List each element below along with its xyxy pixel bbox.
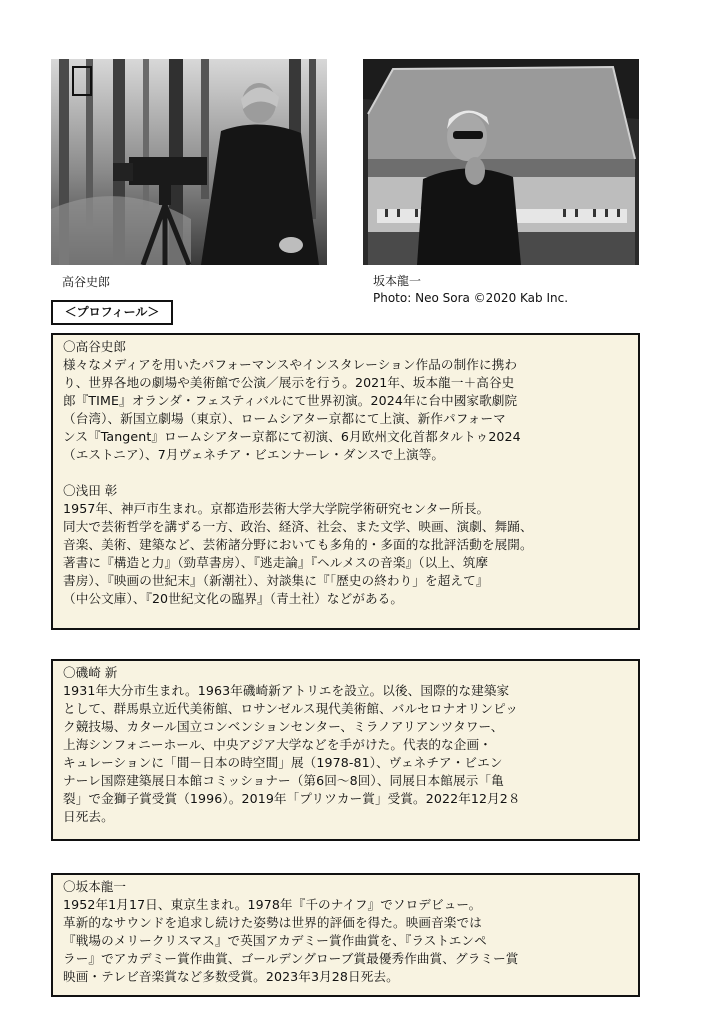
profile-line: キュレーションに「間－日本の時空間」展（1978-81）、ヴェネチア・ビエン xyxy=(63,755,503,770)
profile-line: ク競技場、カタール国立コンベンションセンター、ミラノアリアンツタワー、 xyxy=(63,719,504,734)
profile-line: り、世界各地の劇場や美術館で公演／展示を行う。2021年、坂本龍一＋高谷史 xyxy=(63,375,515,390)
profile-heading: ＜プロフィール＞ xyxy=(51,300,173,325)
profile-line: ンス『Tangent』ロームシアター京都にて初演、6月欧州文化首都タルトゥ2024 xyxy=(63,429,521,444)
profile-line: 日死去。 xyxy=(63,809,114,824)
profile-line: 裂」で金獅子賞受賞（1996）。2019年「プリツカー賞」受賞。2022年12月2８ xyxy=(63,791,521,806)
profile-box-2 xyxy=(51,659,640,841)
profile-box-3 xyxy=(51,873,640,997)
profile-name-takatani: 〇高谷史郎 xyxy=(63,339,126,354)
profile-line: 同大で芸術哲学を講ずる一方、政治、経済、社会、また文学、映画、演劇、舞踊、 xyxy=(63,519,533,534)
profile-line: 映画・テレビ音楽賞など多数受賞。2023年3月28日死去。 xyxy=(63,969,399,984)
caption-right xyxy=(373,273,568,307)
profile-line: 革新的なサウンドを追求し続けた姿勢は世界的評価を得た。映画音楽では xyxy=(63,915,482,930)
profile-line: 上海シンフォニーホール、中央アジア大学などを手がけた。代表的な企画・ xyxy=(63,737,492,752)
profile-box-1 xyxy=(51,333,640,630)
profile-line: （中公文庫）、『20世紀文化の臨界』（青土社）などがある。 xyxy=(63,591,404,606)
profile-line: 1931年大分市生まれ。1963年磯崎新アトリエを設立。以後、国際的な建築家 xyxy=(63,683,510,698)
profile-line: 著書に『構造と力』（勁草書房）、『逃走論』『ヘルメスの音楽』（以上、筑摩 xyxy=(63,555,489,570)
forest-camera-image xyxy=(51,59,327,265)
profile-line: 1957年、神戸市生まれ。京都造形芸術大学大学院学術研究センター所長。 xyxy=(63,501,490,516)
profile-line: として、群馬県立近代美術館、ロサンゼルス現代美術館、バルセロナオリンピッ xyxy=(63,701,518,716)
profile-line: 様々なメディアを用いたパフォーマンスやインスタレーション作品の制作に携わ xyxy=(63,357,518,372)
profile-line: （台湾）、新国立劇場（東京）、ロームシアター京都にて上演、新作パフォーマ xyxy=(63,411,506,426)
profile-line: 1952年1月17日、東京生まれ。1978年『千のナイフ』でソロデビュー。 xyxy=(63,897,482,912)
photo-shiro-takatani xyxy=(51,59,327,265)
caption-right-name: 坂本龍一 xyxy=(373,274,422,288)
piano-portrait-image xyxy=(363,59,639,265)
profile-line: 音楽、美術、建築など、芸術諸分野においても多角的・多面的な批評活動を展開。 xyxy=(63,537,533,552)
profile-line: 郎『TIME』オランダ・フェスティバルにて世界初演。2024年に台中國家歌劇院 xyxy=(63,393,518,408)
profile-name-asada: 〇浅田 彰 xyxy=(63,483,118,498)
profile-line: 書房）、『映画の世紀末』（新潮社）、対談集に『「歴史の終わり」を超えて』 xyxy=(63,573,489,588)
profile-line: 『戦場のメリークリスマス』で英国アカデミー賞作曲賞を、『ラストエンペ xyxy=(63,933,487,948)
profile-line: （エストニア）、7月ヴェネチア・ビエンナーレ・ダンスで上演等。 xyxy=(63,447,445,462)
profile-name-sakamoto: 〇坂本龍一 xyxy=(63,879,126,894)
photo-ryuichi-sakamoto xyxy=(363,59,639,265)
caption-left: 高谷史郎 xyxy=(62,275,111,289)
profile-line: ナーレ国際建築展日本館コミッショナー（第6回〜8回）、同展日本館展示「亀 xyxy=(63,773,504,788)
photo-credit: Photo: Neo Sora ©2020 Kab Inc. xyxy=(373,291,569,305)
profile-line: ラー』でアカデミー賞作曲賞、ゴールデングローブ賞最優秀作曲賞、グラミー賞 xyxy=(63,951,519,966)
profile-name-isozaki: 〇磯崎 新 xyxy=(63,665,118,680)
